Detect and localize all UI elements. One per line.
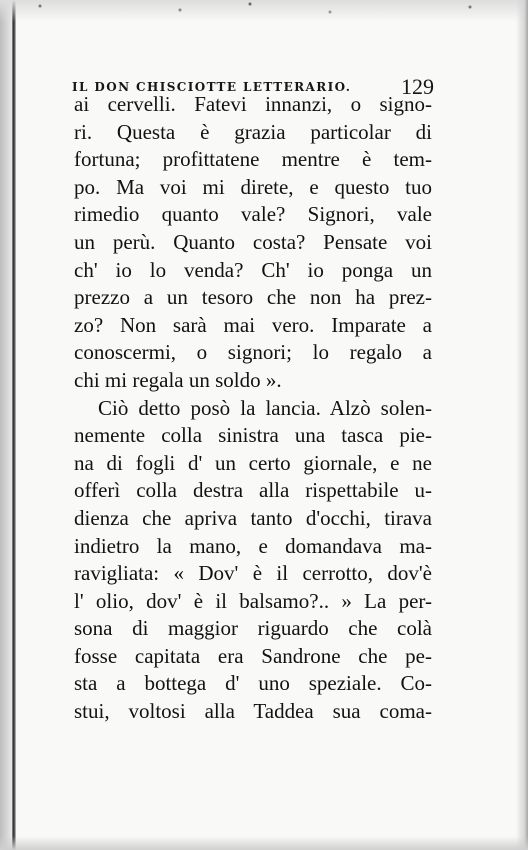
text-line: sona di maggior riguardo che colà xyxy=(74,616,432,641)
text-line: ai cervelli. Fatevi innanzi, o signo- xyxy=(74,92,432,116)
text-line: po. Ma voi mi direte, e questo tuo xyxy=(74,174,432,199)
text-line: sta a bottega d' uno speziale. Co- xyxy=(74,671,432,696)
text-line: prezzo a un tesoro che non ha prez- xyxy=(74,285,432,310)
body-text xyxy=(74,91,432,726)
running-title: IL DON CHISCIOTTE LETTERARIO. xyxy=(72,80,352,94)
text-line: fortuna; profittatene mentre è tem- xyxy=(74,147,432,172)
text-line: conoscermi, o signori; lo regalo a xyxy=(74,340,432,365)
text-line: nemente colla sinistra una tasca pie- xyxy=(74,423,432,448)
text-line: na di fogli d' un certo giornale, e ne xyxy=(74,450,432,475)
text-line: fosse capitata era Sandrone che pe- xyxy=(74,643,432,668)
text-line: dienza che apriva tanto d'occhi, tirava xyxy=(74,505,432,530)
paragraph-end-line: chi mi regala un soldo ». xyxy=(74,367,282,392)
top-page-edge xyxy=(0,0,528,22)
text-line: indietro la mano, e domandava ma- xyxy=(74,533,432,558)
text-line: offerì colla destra alla rispettabile u- xyxy=(74,478,432,503)
text-line: ch' io lo venda? Ch' io ponga un xyxy=(74,257,432,282)
text-line: ri. Questa è grazia particolar di xyxy=(74,119,432,144)
text-line: stui, voltosi alla Taddea sua coma- xyxy=(74,699,432,724)
text-line: un perù. Quanto costa? Pensate voi xyxy=(74,229,432,254)
text-line: rimedio quanto vale? Signori, vale xyxy=(74,202,432,227)
text-line: ravigliata: « Dov' è il cerrotto, dov'è xyxy=(74,561,432,586)
page-number: 129 xyxy=(401,74,434,99)
paragraph-start-line: Ciò detto posò la lancia. Alzò solen- xyxy=(98,395,432,420)
text-line: l' olio, dov' è il balsamo?.. » La per- xyxy=(74,588,432,613)
bottom-page-edge xyxy=(0,836,528,850)
binding-gutter xyxy=(12,0,16,850)
text-line: zo? Non sarà mai vero. Imparate a xyxy=(74,312,432,337)
right-page-edge xyxy=(516,0,528,850)
